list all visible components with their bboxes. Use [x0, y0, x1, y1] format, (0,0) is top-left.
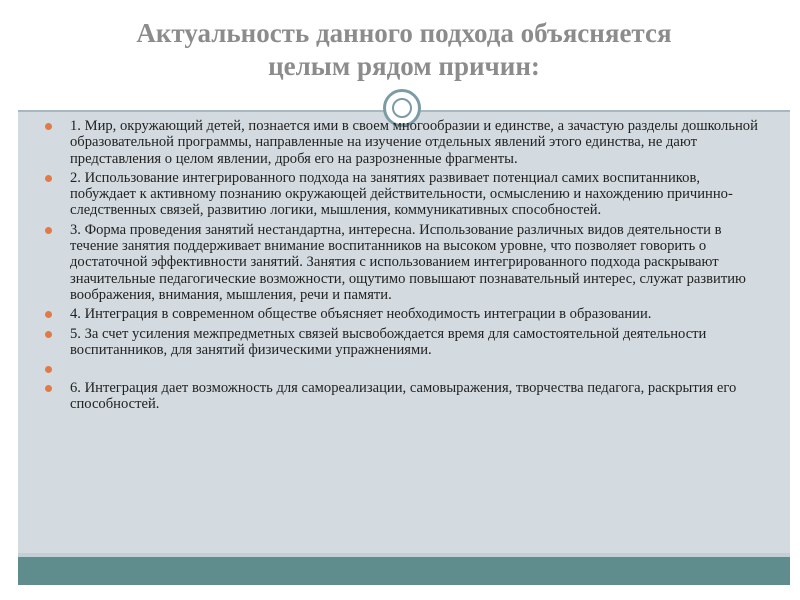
list-item	[70, 306, 760, 322]
slide-title	[18, 17, 790, 83]
list-item	[70, 222, 760, 303]
list-item	[70, 361, 760, 377]
ring-inner-icon	[392, 98, 412, 118]
list-item-text: 4. Интеграция в современном обществе объясняет необходимость интеграции в образовании.	[70, 306, 652, 323]
list-item-text: 3. Форма проведения занятий нестандартна, интересна. Использование различных видов деятельности в течение занятия поддерживает внимание воспитанников на высоком уровне, что позволяет говорить о достаточной эффективности занятий. Занятия с использованием интегрированного подхода раскрывают значительные педагогические возможности, ощутимо повышают познавательный интерес, служат развитию воображения, внимания, мышления, речи и памяти.	[70, 221, 746, 303]
bullet-icon	[45, 175, 52, 182]
list-item-text: 5. За счет усиления межпредметных связей высвобождается время для самостоятельной деятельности воспитанников, для занятий физическими упражнениями.	[70, 325, 707, 358]
list-item	[70, 380, 760, 413]
list-item-text: 1. Мир, окружающий детей, познается ими в своем многообразии и единстве, а зачастую разделы дошкольной образовательной программы, направленные на изучение отдельных явлений этого единства, не дают представления о целом явлении, дробя его на разрозненные фрагменты.	[70, 118, 758, 167]
list-item-text: 6. Интеграция дает возможность для самореализации, самовыражения, творчества педагога, раскрытия его способностей.	[70, 380, 737, 413]
bullet-icon	[45, 331, 52, 338]
list-item	[70, 170, 760, 219]
bottom-band	[18, 557, 790, 585]
list-item	[70, 118, 760, 167]
slide-title-line-2: целым рядом причин:	[268, 51, 540, 81]
bullet-icon	[45, 123, 52, 130]
bullet-icon	[45, 227, 52, 234]
slide-title-line-1: Актуальность данного подхода объясняется	[136, 18, 672, 48]
list-item-text: 2. Использование интегрированного подхода на занятиях развивает потенциал самих воспитанников, побуждает к активному познанию окружающей действительности, осмыслению и нахождению причинно-следственных связей, развитию логики, мышления, коммуникативных способностей.	[70, 169, 733, 219]
list-item	[70, 326, 760, 359]
reasons-list	[70, 118, 760, 416]
